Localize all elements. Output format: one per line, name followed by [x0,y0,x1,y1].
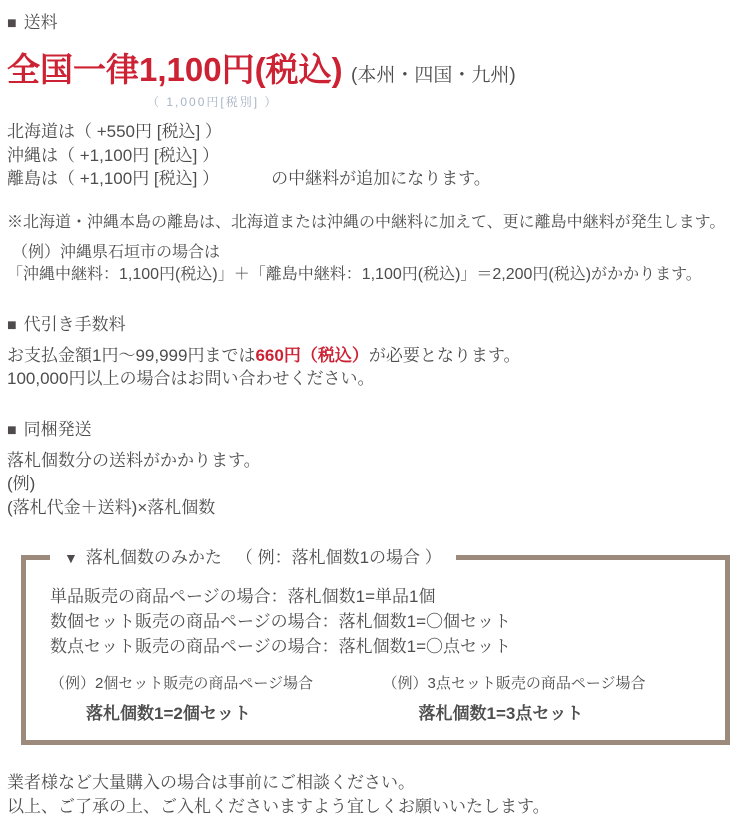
bid-count-guide-title-text: 落札個数のみかた [85,548,222,567]
bid-count-guide-title [50,546,456,570]
bundle-shipping-section-header [7,419,744,442]
cod-fee-body [7,344,744,391]
example-2piece-result: 落札個数1=2個セット [86,704,251,723]
bid-count-guide-title-example: （ 例：落札個数1の場合 ） [235,548,442,567]
tax-excluded-note: （ 1,000円[税別] ） [147,95,279,109]
hokkaido-surcharge-line: 北海道は（ +550円 [税込] ） [7,122,222,141]
closing-note: 以上、ご了承の上、ご入札くださいますよう宜しくお願いいたします。 [7,797,550,816]
square-bullet-icon: ■ [7,316,17,334]
bundle-shipping-section-title: 同梱発送 [23,419,92,439]
single-item-rule: 単品販売の商品ページの場合：落札個数1=単品1個 [50,587,436,606]
example-2piece-set [50,674,383,724]
shipping-region-scope: (本州・四国・九州) [351,65,516,86]
ishigaki-example-detail: 「沖縄中継料：1,100円(税込)」＋「離島中継料：1,100円(税込)」＝2,200円(税込)がかかります。 [7,265,702,283]
cod-fee-line [7,344,744,368]
cod-fee-contact-line: 100,000円以上の場合はお問い合わせください。 [7,369,375,388]
piece-set-rule: 数個セット販売の商品ページの場合：落札個数1=〇個セット [50,612,512,631]
footer-notes [7,771,744,819]
shipping-section-header [7,12,744,35]
ishigaki-example-intro: （例）沖縄県石垣市の場合は [12,243,221,261]
triangle-down-icon: ▼ [64,550,78,566]
cod-fee-section-header [7,314,744,337]
shipping-price-headline: 全国一律1,100円(税込) [7,51,343,88]
remote-island-note: ※北海道・沖縄本島の離島は、北海道または沖縄の中継料に加えて、更に離島中継料が発生します。 [7,213,726,231]
bid-count-guide-box [21,548,730,745]
remote-island-surcharge: 離島は（ +1,100円 [税込] ） [7,169,220,188]
square-bullet-icon: ■ [7,421,17,439]
cod-fee-suffix: が必要となります。 [368,345,521,365]
cod-fee-prefix: お支払金額1円～99,999円までは [7,345,256,365]
point-set-rule: 数点セット販売の商品ページの場合：落札個数1=〇点セット [50,637,512,656]
remote-island-surcharge-line [7,167,744,191]
bundle-shipping-body [7,449,744,520]
example-3point-caption: （例）3点セット販売の商品ページ場合 [382,675,646,692]
bundle-formula: (落札代金＋送料)×落札個数 [7,497,216,517]
shipping-headline-row [7,44,744,91]
bundle-example-label: (例) [7,474,36,493]
bundle-shipping-section [7,419,744,520]
example-3point-set [383,674,716,724]
example-2piece-caption: （例）2個セット販売の商品ページ場合 [50,675,314,692]
square-bullet-icon: ■ [7,15,17,32]
bid-count-examples [50,674,715,724]
bundle-shipping-line: 落札個数分の送料がかかります。 [7,450,261,470]
shipping-section-title: 送料 [23,13,58,32]
cod-fee-amount: 660円（税込） [255,345,369,365]
cod-fee-section-title: 代引き手数料 [23,314,126,334]
okinawa-surcharge-line: 沖縄は（ +1,100円 [税込] ） [7,145,220,165]
cod-fee-section [7,314,744,391]
example-3point-result: 落札個数1=3点セット [418,704,584,723]
bulk-purchase-note: 業者様など大量購入の場合は事前にご相談ください。 [7,773,415,792]
ishigaki-example-block [7,242,744,286]
relay-fee-note: の中継料が追加になります。 [271,169,491,188]
shipping-section [7,12,744,286]
